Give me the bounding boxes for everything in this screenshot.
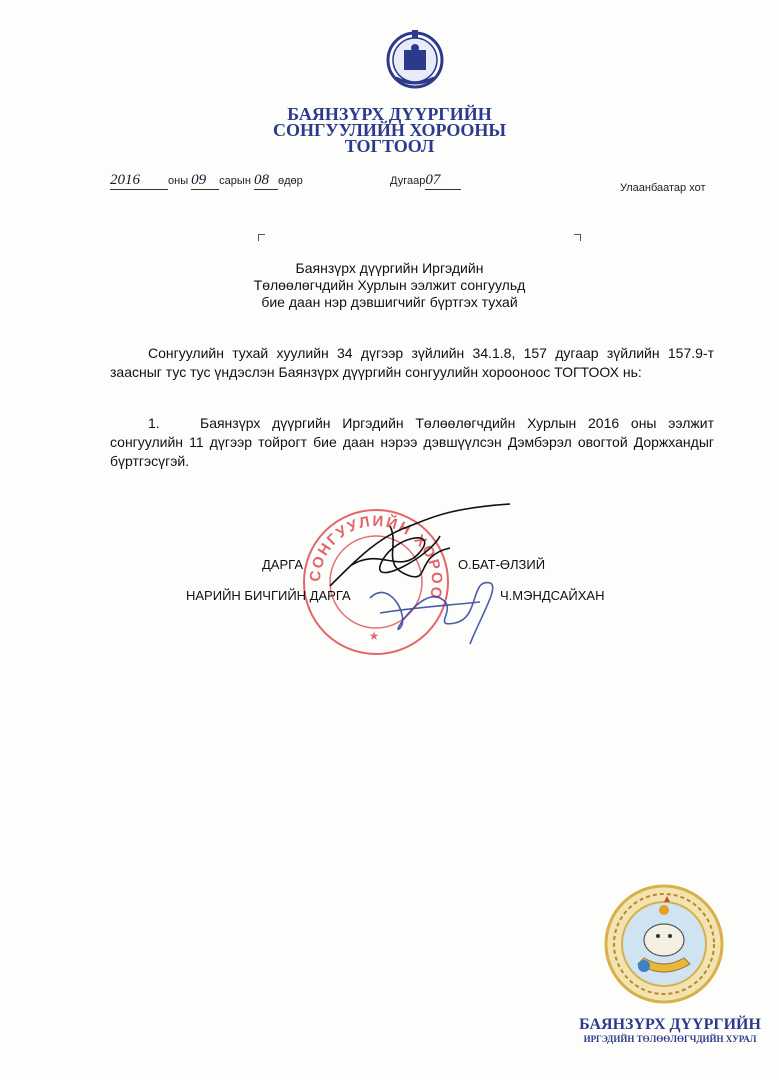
header-line-1: БАЯНЗҮРХ ДҮҮРГИЙН	[287, 104, 492, 124]
footer-line-2: ИРГЭДИЙН ТӨЛӨӨЛӨГЧДИЙН ХУРАЛ	[583, 1034, 757, 1044]
footer-line-1: БАЯНЗҮРХ ДҮҮРГИЙН	[579, 1016, 761, 1033]
header-line-2: СОНГУУЛИЙН ХОРООНЫ	[272, 120, 507, 140]
item-text: Баянзүрх дүүргийн Иргэдийн Төлөөлөгчдийн Хурлын 2016 оны ээлжит сонгуулийн 11 дүгээр тойрогт бие даан нэрээ дэвшүүлсэн Дэмбэрэл овогтой Доржхандыг бүртгэсүгэй.	[110, 415, 714, 469]
date-line	[110, 172, 303, 190]
date-day-suffix: өдөр	[277, 175, 303, 187]
header-line-3: ТОГТООЛ	[344, 136, 435, 156]
secretary-signature	[360, 568, 510, 648]
item-number: 1.	[148, 415, 160, 431]
number-label: Дугаар	[390, 175, 426, 187]
document-number: 07	[425, 172, 441, 188]
subject-line-2: Төлөөлөгчдийн Хурлын ээлжит сонгуульд	[253, 277, 526, 293]
date-year-suffix: оны	[168, 175, 189, 187]
date-month-suffix: сарын	[219, 175, 251, 187]
number-line	[390, 172, 461, 190]
bracket-left	[258, 234, 265, 241]
secretary-name: Ч.МЭНДСАЙХАН	[500, 588, 605, 603]
state-emblem	[386, 26, 444, 96]
date-month: 09	[191, 172, 207, 188]
date-day: 08	[253, 172, 269, 188]
subject-line-1: Баянзүрх дүүргийн Иргэдийн	[295, 260, 484, 276]
chair-name: О.БАТ-ӨЛЗИЙ	[458, 557, 546, 572]
date-year: 2016	[110, 172, 140, 188]
secretary-title: НАРИЙН БИЧГИЙН ДАРГА	[186, 588, 351, 603]
preamble-paragraph: Сонгуулийн тухай хуулийн 34 дүгээр зүйлийн 34.1.8, 157 дугаар зүйлийн 157.9-т заасныг тус тус үндэслэн Баянзүрх дүүргийн сонгуулийн хорооноос ТОГТООХ нь:	[110, 345, 714, 380]
svg-text:★: ★	[368, 629, 380, 643]
bracket-right	[574, 234, 581, 241]
resolution-item	[110, 414, 714, 471]
subject-line-3: бие даан нэр дэвшигчийг бүртгэх тухай	[261, 294, 518, 310]
stamp-ring-text: СОНГУУЛИЙН ХОРОО	[306, 512, 446, 602]
place-name: Улаанбаатар хот	[620, 182, 706, 194]
district-council-emblem	[604, 884, 724, 1004]
chair-title: ДАРГА	[262, 557, 303, 572]
